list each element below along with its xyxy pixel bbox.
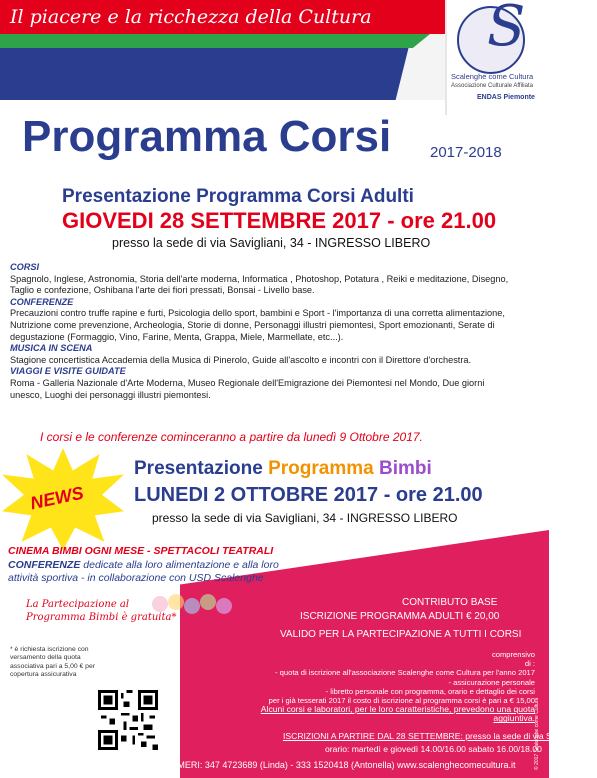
kids-cinema: CINEMA BIMBI OGNI MESE - SPETTACOLI TEATRALI [8,545,274,557]
kids-free-line2: Programma Bimbi è gratuita* [26,612,177,623]
kids-date: LUNEDI 2 OTTOBRE 2017 - ore 21.00 [134,484,483,506]
news-badge: NEWS [28,482,86,514]
copyright: © 2017 Scalenghe come Cultura [534,697,540,770]
section-text: Stagione concertistica Accademia della Musica di Pinerolo, Guide all'ascolto e incontri con il Direttore d'orchestra. [10,354,472,365]
office-hours: orario: martedì e giovedì 14.00/16.00 sabato 16.00/18.00 [325,744,542,754]
kids-place: presso la sede di via Savigliani, 34 - INGRESSO LIBERO [152,511,458,525]
section-heading: CORSI [10,262,40,272]
fee-detail: di : [524,659,535,669]
fee-details [230,650,535,724]
fee-contrib: CONTRIBUTO BASE [402,597,498,608]
kids-conf-label: CONFERENZE [8,559,81,571]
kids-heading-word1: Programma [268,458,374,479]
page-title: Programma Corsi [22,112,392,161]
header-blue-stripe [0,48,430,100]
kids-heading-word2: Bimbi [379,458,432,479]
fee-detail: - assicurazione personale [448,677,535,687]
fee-detail: - libretto personale con programma, orario e dettaglio dei corsi [325,686,535,696]
kids-heading [134,458,432,480]
programme-list [10,262,510,401]
qr-code-icon[interactable] [96,688,160,752]
fee-detail: comprensivo [491,650,535,659]
header-green-stripe [0,34,430,48]
kids-free-note [26,598,176,624]
kids-conf-text: dedicate alla loro alimentazione e alla loro attività sportiva - in collaborazione con USD Scalenghe [8,559,279,584]
fee-detail: - quota di iscrizione all'associazione Scalenghe come Cultura per l'anno 2017 [275,668,535,678]
adults-date: GIOVEDI 28 SETTEMBRE 2017 - ore 21.00 [62,208,497,233]
logo-subtitle: Associazione Culturale Affiliata [451,83,533,89]
fee-valid: VALIDO PER LA PARTECIPAZIONE A TUTTI I CORSI [280,629,522,640]
kids-heading-prefix: Presentazione [134,458,269,479]
logo-name: Scalenghe come Cultura [451,72,534,81]
enrolment-date: ISCRIZIONI A PARTIRE DAL 28 SETTEMBRE: presso la sede di via Savigliani, 34 [283,731,597,741]
adults-heading: Presentazione Programma Corsi Adulti [62,186,414,207]
section-text: Precauzioni contro truffe rapine e furti, Psicologia dello sport, bambini e Sport - l'importanza di una corretta alimentazione, Nutrizione come prevenzione, Archeologia, Storie di donne, Personaggi illustri piemontesi, Sport emozionanti, Serate di degustazione (Formaggio, Vino, Farine, Menta, Grappa, Miele, Marmellate, etc...). [10,308,505,342]
section-text: Spagnolo, Inglese, Astronomia, Storia dell'arte moderna, Informatica , Photoshop, Potatura , Reiki e meditazione, Disegno, Taglio e confezione, Oshibana l'arte dei fiori pressati, Bonsai - Livello base. [10,273,509,296]
tagline: Il piacere e la ricchezza della Cultura [10,6,372,28]
adults-place: presso la sede di via Savigliani, 34 - INGRESSO LIBERO [112,236,431,250]
section-text: Roma - Galleria Nazionale d'Arte Moderna, Museo Regionale dell'Emigrazione dei Piemontesi nel Mondo, Due giorni unesco, Luoghi dei personaggi illustri piemontesi. [10,377,485,400]
logo-affiliation: ENDAS Piemonte [477,94,535,101]
kids-conferences [8,559,308,585]
kids-free-line1: La Partecipazione al [26,599,130,610]
kids-fee-note: * è richiesta iscrizione con versamento della quota associativa pari a 5,00 € per copertura assicurativa [10,646,96,679]
section-heading: MUSICA IN SCENA [10,343,93,354]
fee-adults: ISCRIZIONE PROGRAMMA ADULTI € 20,00 [300,611,500,622]
logo-s-icon: S [487,0,526,59]
section-heading: CONFERENZE [10,296,74,307]
start-notice: I corsi e le conferenze cominceranno a partire da lunedì 9 Ottobre 2017. [40,430,423,444]
year: 2017-2018 [430,144,502,161]
logo [445,0,551,115]
fee-detail: per i già tesserati 2017 il costo di iscrizione al programma corsi è pari a € 15,00 [268,696,535,706]
fee-warning: Alcuni corsi e laboratori, per le loro caratteristiche, prevedono una quota aggiuntiva. [260,704,535,724]
section-heading: VIAGGI E VISITE GUIDATE [10,366,126,377]
contact-info: INFO E PRENOTAZIONI AI NUMERI: 347 4723689 (Linda) - 333 1520418 (Antonella) www.scalenghecomecultura.it [52,760,516,770]
